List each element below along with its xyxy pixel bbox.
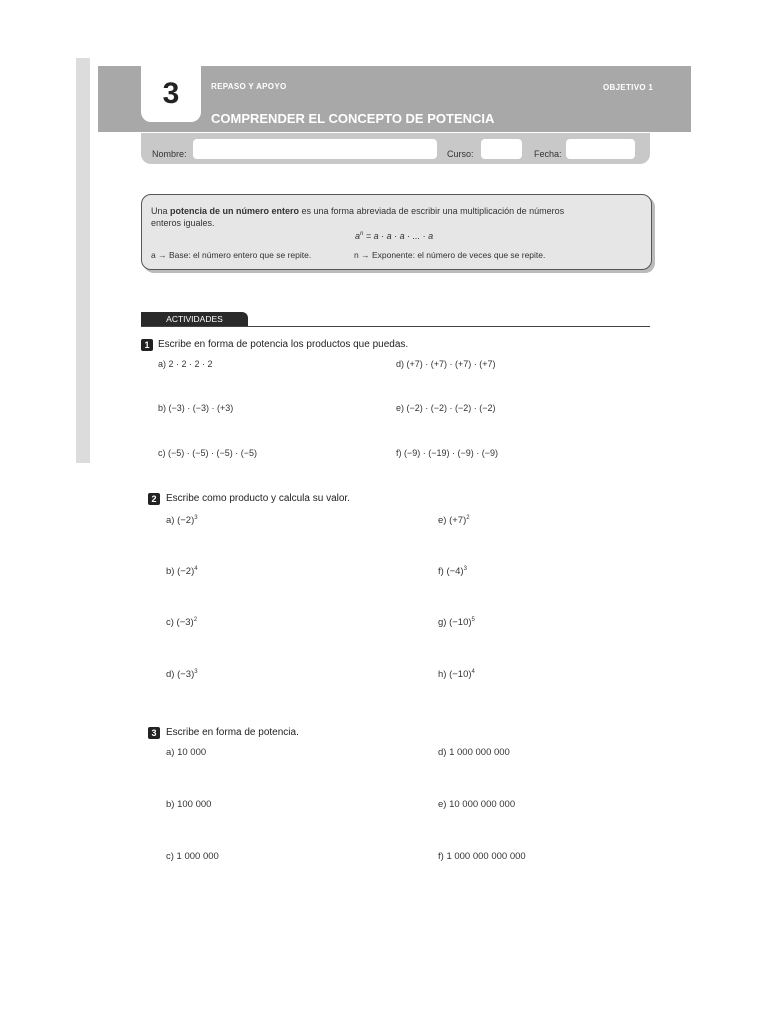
power-formula: $a^n = a \cdot a \cdot a$ · ... · a <box>355 231 434 241</box>
exercise-3-item: b) 100 000 <box>166 799 212 810</box>
exercise-3-item: f) 1 000 000 000 000 <box>438 851 526 862</box>
section-label: REPASO Y APOYO <box>211 82 287 91</box>
name-field[interactable] <box>193 139 437 159</box>
exercise-3-item: a) 10 000 <box>166 747 207 758</box>
objective-label: OBJETIVO 1 <box>603 83 654 92</box>
exercise-1-item: c) (−5) · (−5) · (−5) · (−5) <box>158 448 258 458</box>
exponent-definition: n → Exponente: el número de veces que se repite. <box>354 250 546 260</box>
exercise-1-item: b) (−3) · (−3) · (+3) <box>158 403 234 413</box>
date-label: Fecha: <box>534 149 562 159</box>
concept-box <box>141 194 652 270</box>
concept-definition: Una potencia de un número entero es una forma abreviada de escribir una multiplicación de números enteros iguales. <box>151 206 565 228</box>
exercise-3-badge: 3 <box>148 727 160 739</box>
exercise-3-item: c) 1 000 000 <box>166 851 219 862</box>
exercise-2-item: d) $(-3)^3$ <box>166 668 198 680</box>
activities-divider <box>141 326 650 327</box>
exercise-1-item: f) (−9) · (−19) · (−9) · (−9) <box>396 448 499 458</box>
course-label: Curso: <box>447 149 474 159</box>
exercise-1-item: a) 2 · 2 · 2 · 2 <box>158 359 213 369</box>
exercise-2-item: g) $(-10)^5$ <box>438 616 475 628</box>
exercise-2-item: b) $(-2)^4$ <box>166 565 198 577</box>
left-margin-bar <box>76 58 90 463</box>
exercise-3-item: e) 10 000 000 000 <box>438 799 516 810</box>
name-label: Nombre: <box>152 149 187 159</box>
course-field[interactable] <box>481 139 522 159</box>
page-title: COMPRENDER EL CONCEPTO DE POTENCIA <box>211 111 495 126</box>
exercise-1-title: Escribe en forma de potencia los productos que puedas. <box>158 339 409 350</box>
exercise-1-item: e) (−2) · (−2) · (−2) · (−2) <box>396 403 496 413</box>
exercise-3-item: d) 1 000 000 000 <box>438 747 510 758</box>
exercise-1-badge: 1 <box>141 339 153 351</box>
base-definition: a → Base: el número entero que se repite. <box>151 250 312 260</box>
exercise-2-item: h) $(-10)^4$ <box>438 668 475 680</box>
exercise-2-badge: 2 <box>148 493 160 505</box>
exercise-3-title: Escribe en forma de potencia. <box>166 727 299 738</box>
exercise-2-item: c) $(-3)^2$ <box>166 616 198 628</box>
exercise-2-item: f) $(-4)^3$ <box>438 565 467 577</box>
activities-header: ACTIVIDADES <box>141 312 248 326</box>
unit-number: 3 <box>141 66 201 122</box>
exercise-1-item: d) (+7) · (+7) · (+7) · (+7) <box>396 359 496 369</box>
exercise-2-item: a) $(-2)^3$ <box>166 514 198 526</box>
date-field[interactable] <box>566 139 635 159</box>
exercise-2-title: Escribe como producto y calcula su valor. <box>166 493 350 504</box>
exercise-2-item: e) $(+7)^2$ <box>438 514 470 526</box>
